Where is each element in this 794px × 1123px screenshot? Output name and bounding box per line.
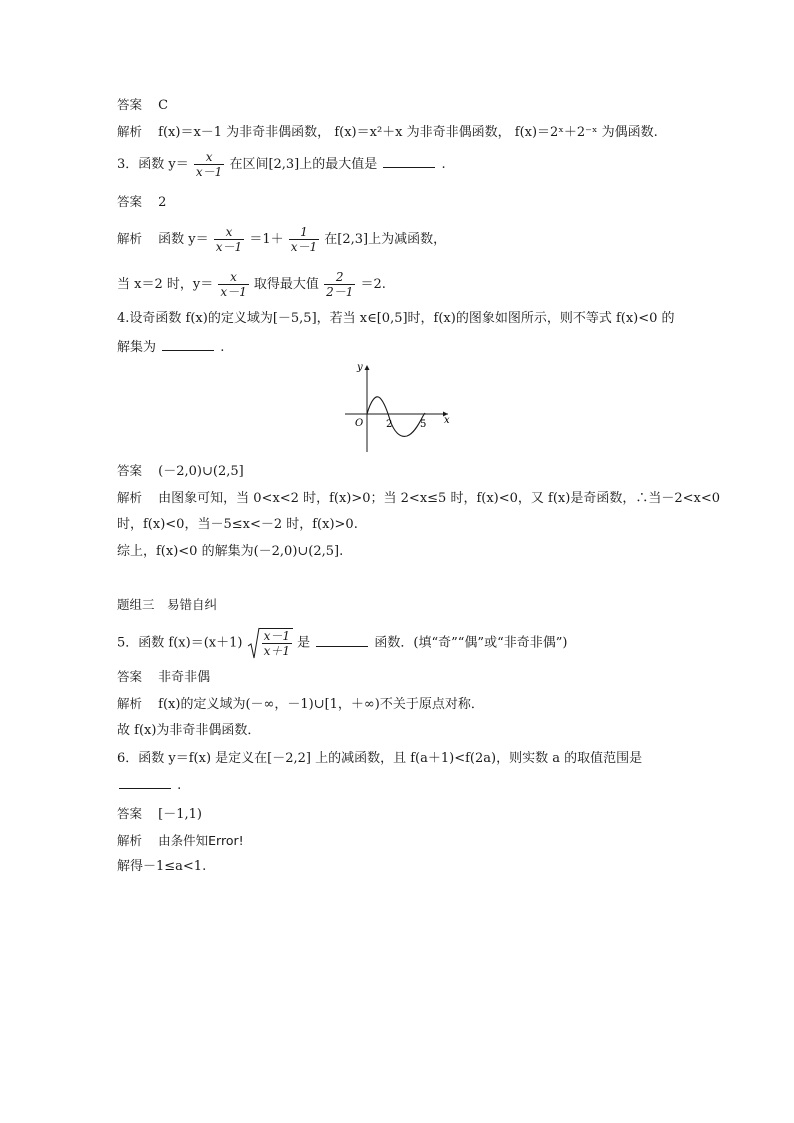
q3-frac-num: x — [205, 150, 213, 164]
q3-end: . — [441, 157, 446, 172]
q6-analysis-line-2: 解得－1≤a<1. — [117, 859, 207, 874]
answer-label: 答案 — [117, 97, 143, 112]
q2-analysis-2: f(x)＝x²＋x 为非奇非偶函数， — [334, 125, 511, 140]
q6-question-line-2 — [117, 776, 181, 795]
q5-sqrt-den: x＋1 — [263, 644, 290, 658]
q5-prefix: 5．函数 f(x)＝(x＋1) — [117, 635, 243, 651]
q3-a2-frac-den: x－1 — [220, 285, 247, 299]
q3-a2-mid: 取得最大值 — [253, 277, 319, 292]
q3-a2-prefix: 当 x＝2 时，y＝ — [117, 277, 214, 292]
q3-answer: 2 — [158, 195, 167, 210]
answer-label: 答案 — [117, 669, 143, 684]
q3-a2-frac2-num: 2 — [335, 270, 344, 284]
q3-a1-prefix: 函数 y＝ — [158, 232, 209, 247]
q4-a1: 由图象可知，当 0<x<2 时，f(x)>0；当 2<x≤5 时，f(x)<0，又 f(x)是奇函数，∴当－2<x<0 — [158, 491, 720, 506]
analysis-label: 解析 — [117, 833, 143, 848]
q5-analysis-line-1 — [117, 695, 484, 714]
q3-question — [117, 150, 446, 179]
answer-label: 答案 — [117, 194, 143, 209]
y-axis-arrow — [365, 365, 370, 370]
q3-a1-frac-den: x－1 — [215, 240, 243, 254]
q4-analysis-line-3: 综上，f(x)<0 的解集为(－2,0)∪(2,5]. — [117, 544, 344, 559]
radical-sign — [247, 626, 260, 660]
q6-answer: [－1,1) — [158, 807, 202, 822]
q2-answer-line — [117, 96, 168, 115]
q6-analysis-line-1 — [117, 832, 244, 851]
q4-line2-end: . — [220, 340, 225, 355]
q3-a1-fraction — [214, 225, 244, 254]
q3-fraction — [194, 150, 224, 179]
q6-question-line-1: 6．函数 y＝f(x) 是定义在[－2,2] 上的减函数，且 f(a＋1)<f(2a)，则实数 a 的取值范围是 — [117, 751, 643, 766]
q3-a1-frac2-den: x－1 — [290, 240, 318, 254]
q3-frac-den: x－1 — [195, 165, 223, 179]
answer-blank — [119, 776, 171, 789]
q3-a1-mid: ＝1＋ — [249, 232, 284, 247]
tick-label-5: 5 — [420, 419, 427, 430]
tick-label-2: 2 — [386, 419, 393, 430]
q5-sqrt-num: x－1 — [263, 629, 290, 643]
q3-answer-line — [117, 193, 166, 212]
q3-prefix: 3．函数 y＝ — [117, 157, 189, 172]
q5-suffix: 函数．(填“奇”“偶”或“非奇非偶”) — [374, 635, 568, 651]
q4-function-graph — [340, 360, 455, 455]
q2-analysis-3: f(x)＝2ˣ＋2⁻ˣ 为偶函数. — [514, 125, 658, 140]
q5-mid: 是 — [297, 635, 311, 651]
q3-a2-frac-num: x — [230, 270, 237, 284]
q3-a1-suffix: 在[2,3]上为减函数， — [324, 232, 447, 247]
q5-sqrt-fraction — [262, 629, 292, 658]
q6-a1: 由条件知Error! — [158, 833, 244, 848]
q5-answer: 非奇非偶 — [158, 670, 211, 685]
q4-answer-line — [117, 462, 244, 481]
x-axis-label: x — [444, 415, 450, 426]
function-curve — [367, 397, 425, 437]
q2-analysis-line — [117, 123, 658, 142]
q5-answer-line — [117, 668, 210, 687]
analysis-label: 解析 — [117, 696, 143, 711]
analysis-label: 解析 — [117, 490, 143, 505]
q3-a2-frac2-den: 2－1 — [326, 285, 354, 299]
analysis-label: 解析 — [117, 124, 143, 139]
answer-label: 答案 — [117, 463, 143, 478]
q5-a1: f(x)的定义域为(－∞，－1)∪[1，＋∞)不关于原点对称． — [158, 697, 484, 712]
q3-a1-frac2-num: 1 — [300, 225, 308, 239]
q5-sqrt-content — [259, 628, 293, 658]
q5-analysis-line-2: 故 f(x)为非奇非偶函数． — [117, 723, 261, 738]
q4-question-line-1: 4.设奇函数 f(x)的定义域为[－5,5]，若当 x∈[0,5]时，f(x)的图象如图所示，则不等式 f(x)<0 的 — [117, 311, 675, 326]
q3-analysis-line-1 — [117, 225, 446, 254]
answer-blank — [316, 634, 368, 647]
answer-blank — [162, 338, 214, 351]
q2-analysis-1: f(x)＝x－1 为非奇非偶函数， — [158, 125, 331, 140]
answer-label: 答案 — [117, 806, 143, 821]
section-title: 题组三 易错自纠 — [117, 597, 218, 612]
q2-answer: C — [158, 98, 169, 113]
q3-a2-fraction-2 — [324, 270, 355, 299]
q3-a1-fraction-2 — [289, 225, 319, 254]
q4-analysis-line-2: 时，f(x)<0，当－5≤x<－2 时，f(x)>0. — [117, 517, 358, 532]
q3-a2-suffix: ＝2. — [360, 277, 386, 292]
q3-a1-frac-num: x — [225, 225, 233, 239]
origin-label: O — [355, 418, 364, 429]
analysis-label: 解析 — [117, 231, 143, 246]
q6-line2-end: . — [177, 778, 182, 793]
q4-line2: 解集为 — [117, 340, 157, 355]
q3-suffix: 在区间[2,3]上的最大值是 — [229, 157, 378, 172]
q6-answer-line — [117, 805, 202, 824]
answer-blank — [383, 155, 435, 168]
q3-analysis-line-2 — [117, 270, 386, 299]
q4-question-line-2 — [117, 338, 224, 357]
q5-sqrt — [247, 628, 293, 658]
q4-answer: (－2,0)∪(2,5] — [158, 464, 244, 479]
q3-a2-fraction — [218, 270, 248, 299]
q5-question — [117, 628, 567, 658]
y-axis-label: y — [357, 362, 363, 373]
q4-analysis-line-1 — [117, 489, 720, 508]
